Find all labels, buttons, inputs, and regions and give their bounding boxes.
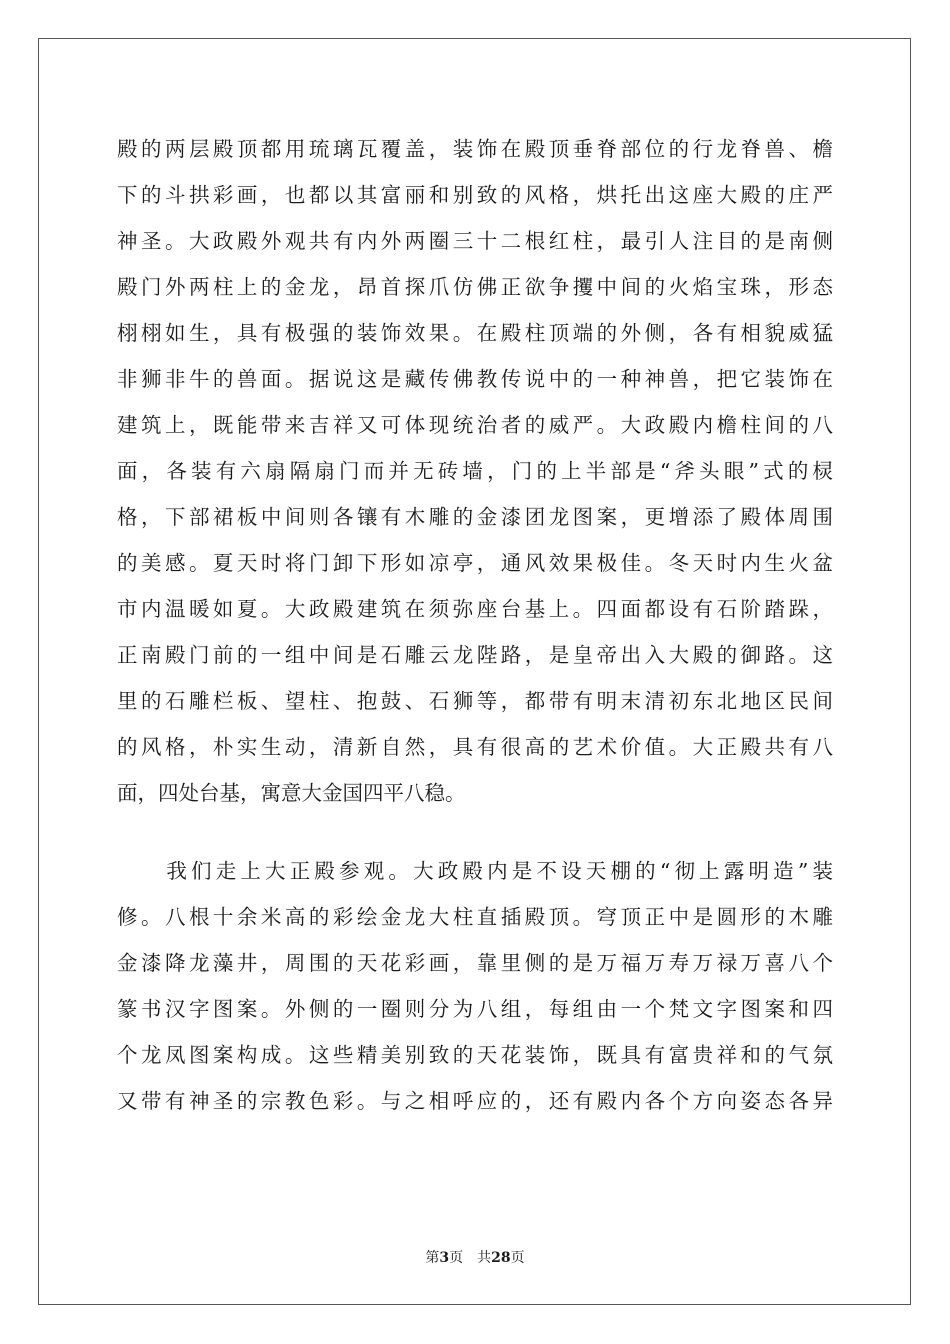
text-line: 栩栩如生，具有极强的装饰效果。在殿柱顶端的外侧，各有相貌威猛: [117, 321, 833, 345]
text-line: 市内温暖如夏。大政殿建筑在须弥座台基上。四面都设有石阶踏跺，: [117, 597, 833, 621]
text-line: 正南殿门前的一组中间是石雕云龙陛路，是皇帝出入大殿的御路。这: [117, 643, 833, 667]
text-line: 下的斗拱彩画，也都以其富丽和别致的风格，烘托出这座大殿的庄严: [117, 183, 833, 207]
footer-prefix: 第: [425, 1251, 440, 1266]
text-line: 里的石雕栏板、望柱、抱鼓、石狮等，都带有明末清初东北地区民间: [117, 689, 833, 713]
text-line: 又带有神圣的宗教色彩。与之相呼应的，还有殿内各个方向姿态各异: [117, 1089, 833, 1113]
text-line: 修。八根十余米高的彩绘金龙大柱直插殿顶。穹顶正中是圆形的木雕: [117, 905, 833, 929]
page-footer: [0, 1247, 950, 1267]
text-line: 篆书汉字图案。外侧的一圈则分为八组，每组由一个梵文字图案和四: [117, 997, 833, 1021]
text-line: 我们走上大正殿参观。大政殿内是不设天棚的“彻上露明造”装: [117, 859, 833, 883]
footer-page-number: 3: [439, 1250, 450, 1266]
text-line: 面，各装有六扇隔扇门而并无砖墙，门的上半部是“斧头眼”式的棂: [117, 459, 833, 483]
footer-mid: 页 共: [449, 1251, 492, 1266]
text-line: 的美感。夏天时将门卸下形如凉亭，通风效果极佳。冬天时内生火盆: [117, 551, 833, 575]
text-line: 神圣。大政殿外观共有内外两圈三十二根红柱，最引人注目的是南侧: [117, 229, 833, 253]
text-line: 非狮非牛的兽面。据说这是藏传佛教传说中的一种神兽，把它装饰在: [117, 367, 833, 391]
text-line: 的风格，朴实生动，清新自然，具有很高的艺术价值。大正殿共有八: [117, 735, 833, 759]
text-line: 殿门外两柱上的金龙，昂首探爪仿佛正欲争攫中间的火焰宝珠，形态: [117, 275, 833, 299]
text-line: 殿的两层殿顶都用琉璃瓦覆盖，装饰在殿顶垂脊部位的行龙脊兽、檐: [117, 137, 833, 161]
text-line: 面，四处台基，寓意大金国四平八稳。: [117, 781, 466, 805]
text-line: 金漆降龙藻井，周围的天花彩画，靠里侧的是万福万寿万禄万喜八个: [117, 951, 833, 975]
footer-suffix: 页: [510, 1251, 525, 1266]
text-line: 个龙凤图案构成。这些精美别致的天花装饰，既具有富贵祥和的气氛: [117, 1043, 833, 1067]
footer-total-pages: 28: [491, 1250, 511, 1266]
text-line: 建筑上，既能带来吉祥又可体现统治者的威严。大政殿内檐柱间的八: [117, 413, 833, 437]
text-line: 格，下部裙板中间则各镶有木雕的金漆团龙图案，更增添了殿体周围: [117, 505, 833, 529]
